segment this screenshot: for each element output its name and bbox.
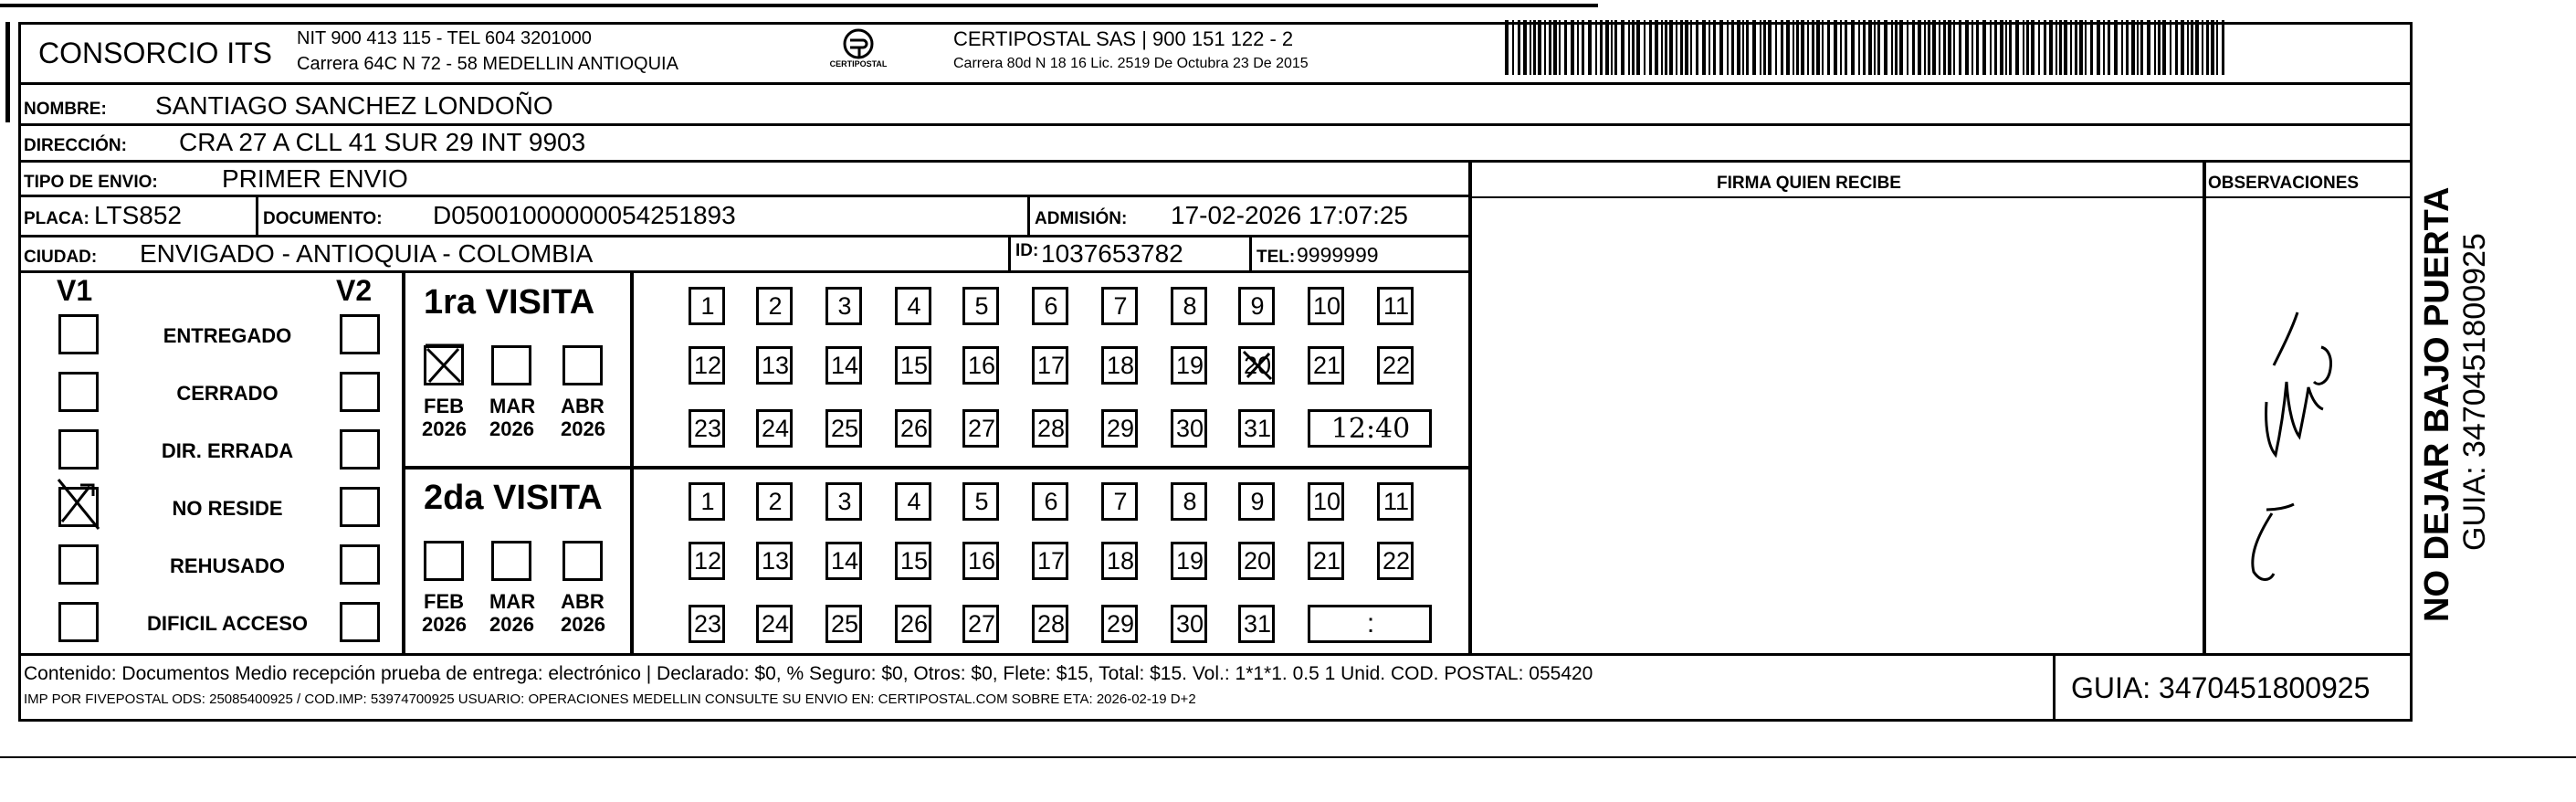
barcode-bar [1577,20,1579,75]
month-checkbox[interactable] [563,541,603,581]
month-label [422,590,466,636]
day-box[interactable]: 31 [1238,409,1275,448]
barcode-bar [1742,20,1744,75]
barcode-bar [2056,20,2057,75]
day-box[interactable]: 10 [1308,287,1344,325]
barcode-bar [1994,20,1997,75]
v2-checkbox[interactable] [340,602,380,642]
barcode-bar [1868,20,1872,75]
barcode-bar [2121,20,2123,75]
barcode-bar [1571,20,1574,75]
month-label [489,590,536,636]
month-checkbox[interactable] [491,345,531,385]
barcode-bar [2187,20,2189,75]
day-box[interactable]: 21 [1308,346,1344,385]
barcode-bar [1816,20,1820,75]
barcode-bar [2222,20,2224,75]
day-box[interactable]: 12 [689,542,725,580]
day-box[interactable]: 22 [1377,542,1414,580]
day-box[interactable]: 14 [825,542,862,580]
visit-title: 2da VISITA [424,479,603,517]
row-line-3b [1472,196,2413,198]
placa-divider [256,196,258,235]
month-year: 2026 [561,417,605,440]
month-checkbox[interactable] [424,345,464,385]
barcode-bar [1595,20,1597,75]
barcode-bar [1680,20,1683,75]
firma-divider [1468,160,1472,653]
day-box[interactable]: 16 [962,346,999,385]
day-box[interactable]: 5 [962,287,999,325]
day-box[interactable]: 29 [1101,409,1138,448]
barcode-bar [1976,20,1979,75]
barcode-bar [1669,20,1673,75]
v1-checkbox[interactable] [58,544,99,585]
barcode-bar [2085,20,2087,75]
day-box[interactable]: 19 [1171,542,1207,580]
month-name: MAR [489,395,536,417]
barcode-bar [1895,20,1898,75]
day-box[interactable]: 12 [689,346,725,385]
barcode-bar [1907,20,1908,75]
day-box[interactable]: 18 [1101,346,1138,385]
month-label [561,395,605,440]
admision-value: 17-02-2026 17:07:25 [1171,201,1408,229]
day-box[interactable]: 27 [962,409,999,448]
tel-divider [1249,237,1252,270]
handwritten-signature [2228,292,2347,612]
barcode-bar [1801,20,1804,75]
barcode-bar [1727,20,1729,75]
v2-header: V2 [336,274,373,307]
left-edge-mark [5,22,10,122]
day-box[interactable]: 29 [1101,605,1138,643]
barcode-bar [1559,20,1561,75]
observaciones-header: OBSERVACIONES [2208,174,2360,193]
day-box[interactable]: 19 [1171,346,1207,385]
status-option-label: ENTREGADO [163,324,292,347]
day-box[interactable]: 15 [895,542,931,580]
company-line1: NIT 900 413 115 - TEL 604 3201000 [297,28,592,48]
visit-divider [630,270,634,653]
barcode-bar [2154,20,2156,75]
v2-checkbox[interactable] [340,544,380,585]
day-box[interactable]: 24 [756,605,793,643]
barcode-bar [1737,20,1740,75]
footer-line1: Contenido: Documentos Medio recepción prueba de entrega: electrónico | Declarado: $0, % Seguro: $0, Otros: $0, Flete: $15, Total: $15. Vol.: 1*1*1. 0.5 1 Unid. COD. POSTAL: 055420 [24,663,1593,684]
barcode-bar [1851,20,1855,75]
barcode-bar [1928,20,1930,75]
barcode-bar [2158,20,2161,75]
day-box[interactable]: 20 [1238,542,1275,580]
ciudad-label: CIUDAD: [24,248,98,267]
barcode-bar [1696,20,1698,75]
bottom-edge-line [0,756,2576,758]
month-name: MAR [489,590,536,613]
barcode-bar [1505,20,1509,75]
day-box[interactable]: 2 [756,287,793,325]
barcode-bar [1807,20,1809,75]
day-box[interactable]: 30 [1171,605,1207,643]
barcode-bar [1636,20,1640,75]
id-label: ID: [1015,241,1039,260]
barcode-bar [1858,20,1860,75]
day-box[interactable]: 17 [1032,346,1068,385]
barcode-bar [1600,20,1603,75]
footer-guia-divider [2053,653,2056,722]
barcode-bar [1971,20,1973,75]
barcode-bar [2059,20,2062,75]
row-line-4 [18,235,1472,237]
time-box[interactable]: 12:40 [1308,409,1432,448]
barcode-bar [1822,20,1824,75]
barcode-bar [1812,20,1814,75]
barcode-bar [2038,20,2040,75]
ciudad-value: ENVIGADO - ANTIOQUIA - COLOMBIA [140,239,594,268]
barcode-bar [1775,20,1777,75]
status-divider [402,270,405,653]
day-box[interactable]: 2 [756,482,793,521]
barcode-bar [1840,20,1842,75]
barcode-bar [1538,20,1541,75]
barcode-bar [2114,20,2118,75]
month-label [561,590,605,636]
status-option-label: REHUSADO [170,554,285,577]
day-box[interactable]: 30 [1171,409,1207,448]
day-box[interactable]: 25 [825,605,862,643]
month-label [422,395,466,440]
day-box[interactable]: 7 [1101,482,1138,521]
barcode-bar [1990,20,1992,75]
barcode-bar [1912,20,1915,75]
day-box[interactable]: 6 [1032,482,1068,521]
day-box[interactable]: 21 [1308,542,1344,580]
day-box[interactable]: 7 [1101,287,1138,325]
day-box[interactable]: 23 [689,605,725,643]
barcode-bar [1549,20,1551,75]
row-line-3 [18,195,1472,197]
barcode-bar [1676,20,1677,75]
tipo-envio-value: PRIMER ENVIO [222,164,408,193]
day-box[interactable]: 27 [962,605,999,643]
barcode-bar [1588,20,1592,75]
day-box[interactable]: 5 [962,482,999,521]
day-box[interactable]: 18 [1101,542,1138,580]
barcode-bar [2090,20,2093,75]
day-box[interactable]: 16 [962,542,999,580]
month-name: ABR [561,590,605,613]
barcode-bar [1719,20,1723,75]
v1-checkbox[interactable] [58,602,99,642]
month-year: 2026 [561,613,605,636]
day-box[interactable]: 26 [895,409,931,448]
row-line-5 [18,270,1472,273]
month-name: FEB [424,590,464,613]
day-box[interactable]: 4 [895,482,931,521]
status-option-label: DIFICIL ACCESO [146,612,308,635]
barcode-bar [2079,20,2083,75]
day-box[interactable]: 6 [1032,287,1068,325]
barcode-bar [2162,20,2166,75]
barcode-bar [2206,20,2209,75]
direccion-label: DIRECCIÓN: [24,136,127,155]
side-warning: NO DEJAR BAJO PUERTA [2418,186,2456,622]
direccion-value: CRA 27 A CLL 41 SUR 29 INT 9903 [179,128,586,156]
barcode-bar [2147,20,2150,75]
day-box[interactable]: 25 [825,409,862,448]
barcode-bar [1863,20,1866,75]
tel-value: 9999999 [1297,243,1379,267]
barcode-bar [1665,20,1667,75]
barcode-bar [2140,20,2143,75]
status-option-label: DIR. ERRADA [161,439,294,462]
barcode-bar [1713,20,1716,75]
barcode-bar [2216,20,2218,75]
day-box[interactable]: 24 [756,409,793,448]
barcode-bar [1899,20,1903,75]
side-guia: GUIA: 3470451800925 [2457,233,2492,551]
barcode-bar [2005,20,2007,75]
v2-checkbox[interactable] [340,314,380,354]
barcode-bar [1781,20,1783,75]
tipo-envio-label: TIPO DE ENVIO: [24,173,158,192]
visit-separator [402,466,1470,470]
barcode [1501,16,2234,79]
day-box[interactable]: 8 [1171,287,1207,325]
barcode-bar [1924,20,1926,75]
admision-divider [1027,196,1030,235]
barcode-bar [2097,20,2100,75]
day-box[interactable]: 9 [1238,287,1275,325]
barcode-bar [2064,20,2067,75]
day-box[interactable]: 22 [1377,346,1414,385]
barcode-bar [1982,20,1986,75]
status-option-label: CERRADO [176,382,279,405]
barcode-bar [1932,20,1936,75]
month-checkbox[interactable] [424,541,464,581]
barcode-bar [1644,20,1645,75]
month-year: 2026 [489,417,534,440]
barcode-bar [2137,20,2139,75]
barcode-bar [1564,20,1567,75]
barcode-bar [2026,20,2029,75]
barcode-bar [1533,20,1536,75]
visit-title: 1ra VISITA [424,283,595,322]
barcode-bar [1918,20,1921,75]
barcode-bar [1874,20,1876,75]
top-edge-line [0,4,1598,7]
barcode-bar [1544,20,1546,75]
tel-label: TEL: [1256,248,1296,267]
barcode-bar [1943,20,1946,75]
barcode-bar [1965,20,1969,75]
barcode-bar [1768,20,1772,75]
barcode-bar [2195,20,2199,75]
day-box[interactable]: 13 [756,542,793,580]
month-checkbox[interactable] [491,541,531,581]
documento-label: DOCUMENTO: [263,209,383,228]
day-box[interactable]: 28 [1032,409,1068,448]
month-year: 2026 [422,613,467,636]
day-box[interactable]: 14 [825,346,862,385]
barcode-bar [1760,20,1761,75]
carrier-line2: Carrera 80d N 18 16 Lic. 2519 De Octubra 23 De 2015 [953,56,1309,71]
barcode-bar [1690,20,1692,75]
barcode-bar [1702,20,1706,75]
barcode-bar [1709,20,1710,75]
month-name: ABR [561,395,605,417]
barcode-bar [1845,20,1847,75]
day-box[interactable]: 20 [1238,346,1275,385]
barcode-bar [1621,20,1624,75]
v1-header: V1 [57,274,93,307]
day-box[interactable]: 1 [689,482,725,521]
month-year: 2026 [489,613,534,636]
month-name: FEB [424,395,464,417]
barcode-bar [1953,20,1955,75]
v2-checkbox[interactable] [340,372,380,412]
barcode-bar [2044,20,2046,75]
month-year: 2026 [422,417,467,440]
v1-checkbox[interactable] [58,487,99,527]
barcode-bar [1628,20,1630,75]
v2-checkbox[interactable] [340,487,380,527]
barcode-bar [1884,20,1887,75]
certipostal-logo [817,26,899,77]
barcode-bar [2075,20,2077,75]
barcode-bar [1959,20,1961,75]
nombre-value: SANTIAGO SANCHEZ LONDOÑO [155,91,553,120]
barcode-bar [1530,20,1531,75]
barcode-bar [1605,20,1609,75]
barcode-bar [1518,20,1520,75]
footer-guia: GUIA: 3470451800925 [2071,671,2371,704]
day-box[interactable]: 10 [1308,482,1344,521]
barcode-bar [2000,20,2003,75]
day-box[interactable]: 31 [1238,605,1275,643]
logo-text: CERTIPOSTAL [829,59,888,69]
barcode-bar [1731,20,1734,75]
barcode-bar [1611,20,1613,75]
barcode-bar [1827,20,1830,75]
barcode-bar [1763,20,1766,75]
v1-checkbox[interactable] [58,314,99,354]
v1-checkbox[interactable] [58,429,99,470]
admision-label: ADMISIÓN: [1035,209,1128,228]
barcode-bar [2049,20,2053,75]
day-box[interactable]: 11 [1377,482,1414,521]
barcode-bar [1661,20,1663,75]
day-box[interactable]: 13 [756,346,793,385]
month-label [489,395,536,440]
day-box[interactable]: 1 [689,287,725,325]
id-value: 1037653782 [1041,239,1183,268]
day-box[interactable]: 8 [1171,482,1207,521]
day-box[interactable]: 23 [689,409,725,448]
row-line-2 [18,160,2413,163]
barcode-bar [1834,20,1837,75]
observaciones-divider [2203,160,2206,653]
footer-line2: IMP POR FIVEPOSTAL ODS: 25085400925 / COD.IMP: 53974700925 USUARIO: OPERACIONES MEDELLIN CONSULTE SU ENVIO EN: CERTIPOSTAL.COM SOBRE ETA: 2026-02-19 D+2 [24,691,1196,707]
barcode-bar [2202,20,2203,75]
day-box[interactable]: 11 [1377,287,1414,325]
barcode-bar [2211,20,2214,75]
day-box[interactable]: 28 [1032,605,1068,643]
barcode-bar [1523,20,1527,75]
barcode-bar [1512,20,1514,75]
barcode-bar [1939,20,1940,75]
barcode-bar [1614,20,1617,75]
barcode-bar [1746,20,1749,75]
company-line2: Carrera 64C N 72 - 58 MEDELLIN ANTIOQUIA [297,54,678,74]
barcode-bar [1649,20,1652,75]
v2-checkbox[interactable] [340,429,380,470]
month-checkbox[interactable] [563,345,603,385]
barcode-bar [2131,20,2135,75]
barcode-bar [1786,20,1790,75]
barcode-bar [2108,20,2110,75]
barcode-bar [2191,20,2193,75]
firma-header: FIRMA QUIEN RECIBE [1717,174,1901,193]
day-box[interactable]: 9 [1238,482,1275,521]
barcode-bar [2103,20,2105,75]
barcode-bar [2015,20,2019,75]
time-box[interactable]: : [1308,605,1432,643]
placa-value: LTS852 [94,201,182,229]
barcode-bar [1582,20,1584,75]
barcode-bar [1877,20,1880,75]
barcode-bar [1793,20,1794,75]
day-box[interactable]: 3 [825,482,862,521]
barcode-bar [2023,20,2024,75]
barcode-bar [1685,20,1688,75]
status-option-label: NO RESIDE [172,497,283,520]
day-box[interactable]: 4 [895,287,931,325]
barcode-bar [1632,20,1635,75]
barcode-bar [1948,20,1951,75]
carrier-line1: CERTIPOSTAL SAS | 900 151 122 - 2 [953,27,1294,50]
barcode-bar [1553,20,1557,75]
barcode-bar [1796,20,1799,75]
barcode-bar [2170,20,2171,75]
barcode-bar [1891,20,1893,75]
placa-label: PLACA: [24,209,89,228]
barcode-bar [2009,20,2012,75]
barcode-bar [2181,20,2184,75]
company-name: CONSORCIO ITS [38,37,273,69]
row-line-1 [18,123,2413,126]
barcode-bar [2126,20,2129,75]
barcode-bar [2070,20,2072,75]
nombre-label: NOMBRE: [24,100,107,119]
documento-value: D05001000000054251893 [433,201,736,229]
id-divider [1008,237,1011,270]
barcode-bar [2175,20,2178,75]
day-box[interactable]: 3 [825,287,862,325]
barcode-bar [1655,20,1658,75]
day-box[interactable]: 26 [895,605,931,643]
barcode-bar [2031,20,2035,75]
v1-checkbox[interactable] [58,372,99,412]
day-box[interactable]: 15 [895,346,931,385]
barcode-bar [1752,20,1756,75]
day-box[interactable]: 17 [1032,542,1068,580]
